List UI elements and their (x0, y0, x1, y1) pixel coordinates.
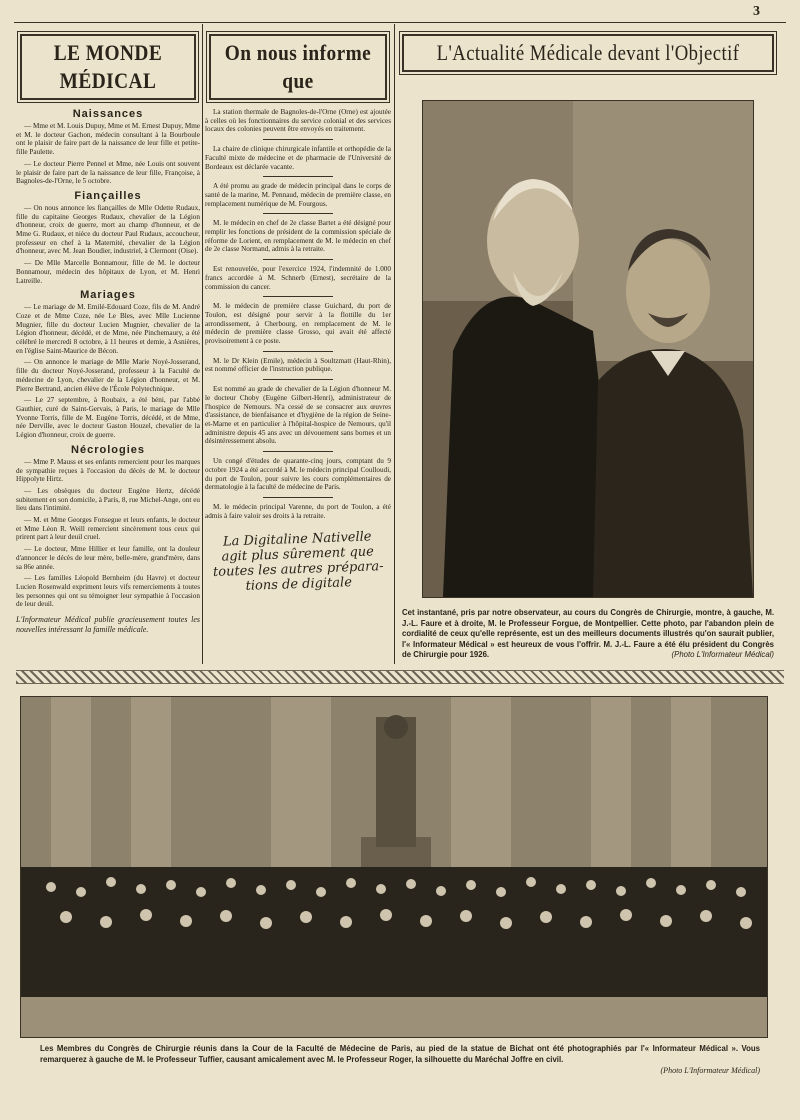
column-rule (394, 24, 395, 664)
masthead-monde-medical (20, 34, 196, 100)
handwritten-advertisement (208, 529, 388, 595)
portrait-photo (422, 100, 754, 598)
portrait-credit: (Photo L'Informateur Médical) (671, 650, 774, 659)
news-paragraph: M. le médecin de première classe Guichard, du port de Toulon, est désigné pour servir à la flottille du 1er arrondissement, à Cherbourg, en remplacement de M. le médecin de première classe Grosso, qui avait été affecté provisoirement à ce poste. (205, 302, 391, 346)
announcement-paragraph: — Le 27 septembre, à Roubaix, a été béni, par l'abbé Gauthier, curé de Saint-Gervais, à Paris, le mariage de Mlle Yvonne Torris, fille de M. Eugène Torris, décédé, et de Mme, née Derville, avec le docteur Gaston Houzel, chevalier de la Légion d'honneur, croix de guerre. (16, 396, 200, 440)
announcement-paragraph: — Les familles Léopold Bernheim (du Havre) et docteur Lucien Rosenwald expriment leurs vifs remerciements à toutes les personnes qui ont su témoigner leur sympathie à l'occasion de leur deuil. (16, 574, 200, 609)
handwritten-line: tions de digitale (245, 575, 353, 595)
section-heading: Naissances (72, 108, 144, 120)
footnote: L'Informateur Médical publie gracieusement toutes les nouvelles intéressant la famille médicale. (16, 615, 200, 634)
masthead-title: On nous informe que (224, 40, 372, 93)
announcement-paragraph: — Les obsèques du docteur Eugène Hertz, décédé subitement en son domicile, à Paris, 8, rue Michel-Ange, ont eu lieu dans l'intimité. (16, 486, 200, 513)
news-paragraph: Est renouvelée, pour l'exercice 1924, l'indemnité de 1.000 francs accordée à M. Schnerb (Ernest), secrétaire de la commission du cancer. (205, 265, 391, 291)
separator (263, 213, 333, 214)
news-paragraph: A été promu au grade de médecin principal dans le corps de santé de la marine, M. Pennaud, médecin de première classe, en remplacement numérique de M. Fourgous. (205, 182, 391, 208)
announcement-paragraph: — Le mariage de M. Emilé-Edouard Coze, fils de M. André Coze et de Mme Coze, née Le Bles, avec Mlle Lucienne Mugnier, fille du docteur Lucien Mugnier, chevalier de la Légion d'honneur, décédé, et de Mme, née Pinchemaury, a été célébré le mercredi 8 octobre, à 11 heures et demie, à Asnières, en l'église Saint-Maurice de Bécon. (16, 303, 200, 355)
group-credit: (Photo L'Informateur Médical) (660, 1066, 760, 1075)
announcement-paragraph: — Le docteur, Mme Hillier et leur famille, ont la douleur d'annoncer le décès de leur mère, belle-mère, grand'mère, dans sa 86e année. (16, 545, 200, 571)
news-paragraph: La chaire de clinique chirurgicale infantile et orthopédie de la Faculté mixte de médecine et de pharmacie de l'Université de Bordeaux est déclarée vacante. (205, 145, 391, 171)
separator (263, 259, 333, 260)
section-heading: Mariages (80, 289, 136, 302)
ornamental-band (16, 670, 784, 684)
announcement-paragraph: — On annonce le mariage de Mlle Marie Noyé-Josserand, fille du docteur Noyé-Josserand, professeur à la Faculté de médecine de Lyon, chevalier de la Légion d'honneur, et M. Pierre Bertrand, ancien élève de l'École Polytechnique. (16, 358, 200, 393)
handwritten-line: toutes les autres prépara- (212, 559, 384, 581)
top-rule (14, 22, 786, 23)
masthead-title: LE MONDE MÉDICAL (53, 40, 163, 93)
news-paragraph: Est nommé au grade de chevalier de la Légion d'honneur M. le docteur Choby (Eugène Gilbert-Henri), administrateur de l'hospice de Nemours. N'a cessé de se consacrer aux œuvres d'assistance, de bienfaisance et d'hygiène de la région de Seine-et-Marne et en particulier à l'hôpital-hospice de Nemours, qu'il administre depuis 45 ans avec un dévouement sans bornes et un désintéressement absolu. (205, 385, 391, 446)
handwritten-line: La Digitaline Nativelle (222, 529, 372, 550)
monde-medical-column (16, 30, 200, 670)
masthead-informe (209, 34, 387, 100)
handwritten-line: agit plus sûrement que (221, 544, 375, 565)
separator (263, 497, 333, 498)
separator (263, 139, 333, 140)
group-photo (20, 696, 768, 1038)
column-rule (202, 24, 203, 664)
section-heading: Fiançailles (74, 189, 142, 202)
news-paragraph: M. le Dr Klein (Emile), médecin à Soultzmatt (Haut-Rhin), est nommé officier de l'instruction publique. (205, 356, 391, 374)
group-caption: Les Membres du Congrès de Chirurgie réunis dans la Cour de la Faculté de Médecine de Paris, au pied de la statue de Bichat ont été photographiés par l'« Informateur Médical ». Vous remarquerez à gauche de M. le Professeur Tuffier, causant amicalement avec M. le Professeur Roger, la silhouette du Maréchal Joffre en civil. (40, 1044, 760, 1064)
separator (263, 351, 333, 352)
announcement-paragraph: — De Mlle Marcelle Bonnamour, fille de M. le docteur Bonnamour, médecin des hôpitaux de Lyon, et M. Henri Latreille. (16, 259, 200, 285)
separator (263, 379, 333, 380)
separator (263, 451, 333, 452)
portrait-caption (402, 608, 774, 661)
masthead-title: L'Actualité Médicale devant l'Objectif (436, 40, 740, 65)
announcement-paragraph: — Mme et M. Louis Dupuy, Mme et M. Ernest Dupuy, Mme et M. le docteur Gachon, médecin consultant à la Bourboule ont le plaisir de faire part de la naissance de leur fille et petite-fille Paulette. (16, 122, 200, 157)
portrait-caption-text: Cet instantané, pris par notre observateur, au cours du Congrès de Chirurgie, montre, à gauche, M. J.-L. Faure et à droite, M. le Professeur Forgue, de Montpellier. Cette photo, par l'abandon plein de cordialité de ceux qu'elle représente, est un des meilleurs documents illustrés qu'on saurait publier, l'« Informateur Médical » est heureux de vous l'offrir. M. J.-L. Faure a été élu président du Congrès de Chirurgie pour 1926. (402, 608, 774, 659)
actualite-column (398, 30, 778, 670)
news-paragraph: La station thermale de Bagnoles-de-l'Orne (Orne) est ajoutée à celles où les fonctionnaires du service colonial et des services locaux des colonies peuvent être envoyés en traitement. (205, 108, 391, 134)
announcement-paragraph: — Le docteur Pierre Pennel et Mme, née Louis ont souvent le plaisir de faire part de la naissance de leur fille, Françoise, à Bagnoles-de-l'Orne, le 5 octobre. (16, 159, 200, 186)
section-heading: Nécrologies (71, 443, 145, 456)
news-paragraph: M. le médecin en chef de 2e classe Bartet a été désigné pour remplir les fonctions de président de la commission spéciale de réforme de Lorient, en remplacement de M. le médecin en chef de 2e classe Normand, admis à la retraite. (205, 219, 391, 254)
announcement-paragraph: — Mme P. Mauss et ses enfants remercient pour les marques de sympathie reçues à l'occasion du décès de M. le docteur Hippolyte Hirtz. (16, 457, 200, 484)
announcement-paragraph: — On nous annonce les fiançailles de Mlle Odette Rudaux, fille du capitaine Georges Rudaux, chevalier de la Légion d'honneur, croix de guerre, mort au champ d'honneur, et de Mme G. Rudaux, et nièce du docteur Paul Rudaux, accoucheur, professeur en chef à la Maternité, chevalier de la Légion d'honneur, avec M. Jean Boudier, industriel, à Clermont (Oise). (16, 203, 200, 256)
news-paragraph: Un congé d'études de quarante-cinq jours, comptant du 9 octobre 1924 a été accordé à M. le médecin principal Coulloudi, du port de Toulon, pour suivre les cours complémentaires de dermatologie à la faculté de médecine de Paris. (205, 457, 391, 492)
informe-column (205, 30, 391, 670)
page-number: 3 (753, 4, 760, 19)
separator (263, 296, 333, 297)
announcement-paragraph: — M. et Mme Georges Fonsegue et leurs enfants, le docteur et Mme Léon R. Weill remercient sincèrement tous ceux qui prirent part à leur deuil cruel. (16, 516, 200, 542)
separator (263, 176, 333, 177)
masthead-actualite (402, 34, 774, 72)
news-paragraph: M. le médecin principal Varenne, du port de Toulon, a été admis à faire valoir ses droits à la retraite. (205, 502, 391, 520)
